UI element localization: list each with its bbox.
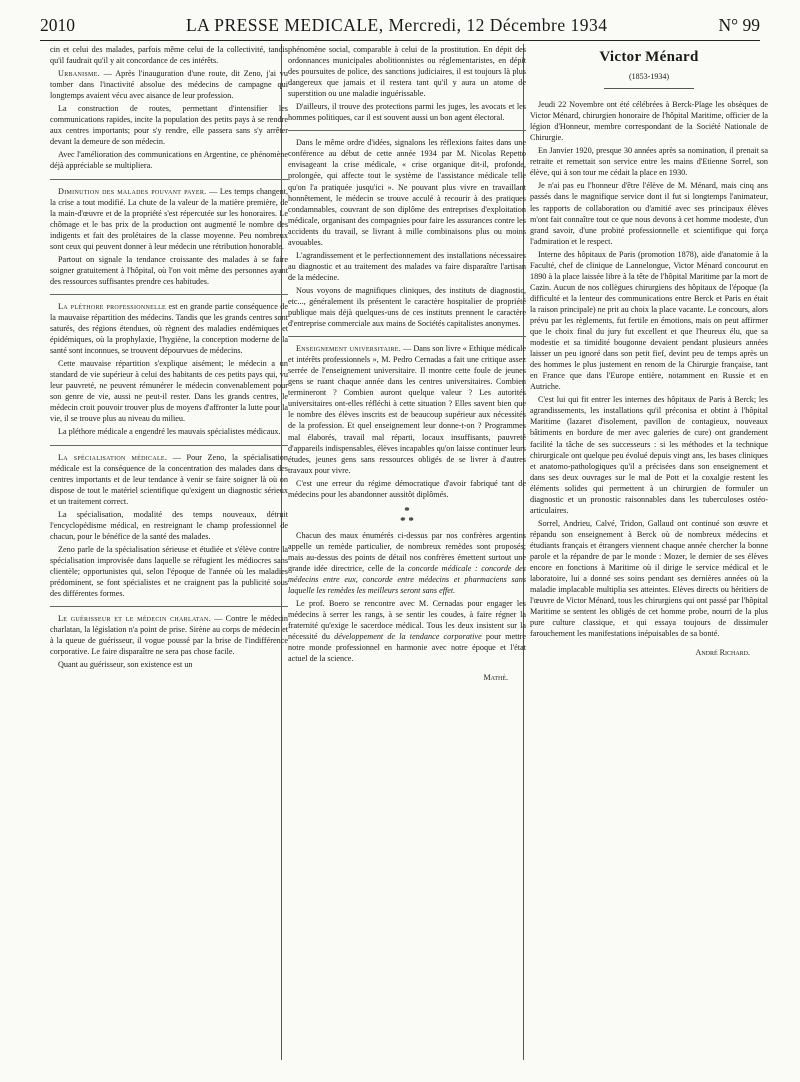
page-header	[40, 10, 760, 40]
paragraph: D'ailleurs, il trouve des protections parmi les juges, les avocats et les hommes politiques, car il est souvent aussi un bon agent électoral.	[288, 102, 526, 123]
divider	[50, 606, 288, 607]
section-diminution	[50, 186, 288, 252]
section-text: — Après l'inauguration d'une route, dit Zeno, j'ai vu tomber dans l'inactivité absolue des médecins de campagne qui longtemps avaient vécu avec aisance de leur profession.	[50, 69, 288, 101]
section-plethore	[50, 301, 288, 356]
paragraph: phénomène social, comparable à celui de la prostitution. En dépit des ordonnances municipales abolitionnistes ou réglementaristes, en dépit des poursuites de police, des sanctions judiciaires, il est toujours là plus dangereux que jamais et il restera tant qu'il y aura un atome de superstition ou une maladie inguérissable.	[288, 45, 526, 99]
italic-text: concorde médicale : concorde des médecins entre eux, concorde entre médecins et pharmaciens sans laquelle les remèdes les meilleurs seront sans effet.	[288, 563, 526, 596]
divider	[604, 88, 694, 89]
column-1	[50, 44, 288, 1068]
paragraph: La spécialisation, modalité des temps nouveaux, détruit l'encyclopédisme médical, en restreignant le champ professionnel de chacun, pour le bénéfice de la santé des malades.	[50, 509, 288, 541]
section-text: — Contre le médecin charlatan, la législation n'a point de prise. Sirène au corps de médecin et à la queue de guérisseur, il vogue poussé par la brise de l'indifférence corporative. Le faire disparaître ne sera pas chose facile.	[50, 614, 288, 657]
section-heading: La pléthore professionnelle	[58, 301, 167, 311]
section-guerisseur	[50, 613, 288, 657]
text: Le prof. Boero se rencontre avec M. Cernadas pour engager les médecins à serrer les rangs, à se sentir les coudes, à faire régner la fraternité qu'exige le sacerdoce médical. Tous les deux insistent sur la nécessité du	[288, 599, 526, 642]
paragraph: Quant au guérisseur, son existence est un	[58, 660, 193, 670]
paragraph: Partout on signale la tendance croissante des malades à se faire soigner gratuitement à l'hôpital, où l'on voit même des personnes ayant des ressources suffisantes prendre ces habitudes.	[50, 254, 288, 286]
asterism-bottom: * *	[400, 514, 414, 527]
paragraph: C'est une erreur du régime démocratique d'avoir fabriqué tant de médecins pour les abandonner aussitôt diplômés.	[288, 478, 526, 499]
author-signature: Mathé.	[483, 673, 508, 683]
section-heading: Diminution des malades pouvant payer.	[58, 186, 207, 196]
paragraph: Zeno parle de la spécialisation sérieuse et étudiée et s'élève contre la spécialisation improvisée dans laquelle se réfugient les médiocres sans clientèle; opportunistes qui, selon l'époque de l'année où les maladies prédominent, se font spécialistes et ne craignent pas la publicité sous des différentes formes.	[50, 544, 288, 599]
paragraph: Dans le même ordre d'idées, signalons les réflexions faites dans une conférence au début de cette année 1934 par M. Nicolas Repetto envisageant la crise médicale, « crise organique dit-il, profonde, prolongée, qui affecte tout le système de l'assistance médicale telle qu'on l'a pratiquée jusqu'ici ». Ne pouvant plus vivre en travaillant honnêtement, le médecin se trouve acculé à recourir à des pratiques condamnables, couvrant de son diplôme des entreprises d'exploitation médicale, organisant des compagnies pour faire les assurances contre les accidents du travail, se livrant à mille combinaisons plus ou moins avouables.	[288, 138, 526, 247]
divider	[288, 130, 526, 131]
section-text: est en grande partie conséquence de la mauvaise répartition des médecins. Tandis que les grands centres sont saturés, des régions étendues, où règnent des maladies endémiques et épidémiques, où la prophylaxie, l'hygiène, la conception moderne de la santé sont inconnues, se trouvent dépourvues de médecins.	[50, 301, 288, 356]
text: pour mettre notre monde professionnel en harmonie avec notre époque et l'état actuel de la science.	[288, 632, 526, 664]
section-heading: Enseignement universitaire.	[296, 344, 402, 354]
paragraph: En Janvier 1920, presque 30 années après sa nomination, il prenait sa retraite et remettait son service entre les mains d'Etienne Sorrel, son élève, qui à son tour me cédait la place en 1930.	[530, 146, 768, 178]
column-3	[530, 44, 768, 1076]
paragraph: L'agrandissement et le perfectionnement des installations nécessaires au diagnostic et au traitement des malades va faire disparaître l'artisan de la médecine.	[288, 250, 526, 282]
section-heading: Urbanisme.	[58, 69, 100, 79]
asterism-top: *	[404, 504, 410, 517]
header-rule	[40, 40, 760, 41]
section-heading: Le guérisseur et le médecin charlatan.	[58, 614, 212, 624]
section-urbanisme	[50, 68, 288, 101]
section-text: — Les temps changent, la crise a tout modifié. La chute de la valeur de la matière première, de la main-d'œuvre et de la propriété s'est répercutée sur les honoraires. Le chômage et le bas prix de la production ont augmenté le nombre des indigents et fait des prolétaires de la classe moyenne. Peu nombreux sont ceux qui peuvent donner à leur médecin une rétribution honorable.	[50, 186, 288, 251]
section-enseignement	[288, 343, 526, 476]
section-text: — Dans son livre « Ethique médicale et intérêts professionnels », M. Pedro Cernadas a fait une critique assez serrée de l'enseignement universitaire. Il montre cette foule de jeunes gens se ruant chaque année dans les centres universitaires. Combien termineront ? Combien auront quelque valeur ? Les autorités universitaires ont-elles réfléchi à cette situation ? Elles savent bien que le nombre des élèves inscrits est de beaucoup supérieur aux nécessités de la profession. Et quel enseignement leur donne-t-on ? Programmes mal élaborés, travail mal réparti, locaux insuffisants, pauvreté d'appareils indispensables, élèves incapables qu'on laisse continuer leurs études, jeunes gens sans ressources obligés de se livrer à d'autres travaux pour vivre.	[288, 344, 526, 475]
issue-number: N° 99	[718, 14, 760, 35]
section-specialisation	[50, 452, 288, 507]
paragraph: Interne des hôpitaux de Paris (promotion 1878), aide d'anatomie à la Faculté, chef de clinique de Lannelongue, Victor Ménard concourut en 1890 à la place laissée libre à la tête de l'hôpital Maritime par la mort de Cazin. Aucun de nos collègues chirurgiens des hôpitaux de l'époque (la difficulté et la lenteur des communications entre Berck et Paris en était la raison principale) ne prit au choix la place vacante. Le concours, alors prévu par les règlements, fut fertile en émotions, mais on peut affirmer que le choix final du jury fut excellent et que l'heureux élu, que sa modestie et sa timidité bougonne devaient pendant plusieurs années laisser un peu ignoré dans son petit fief, devint peu de temps après un des hommes le plus justement en renom de la Chirurgie française, tant en France que dans l'Europe entière, notamment en Russie et en Autriche.	[530, 249, 768, 392]
asterism	[288, 506, 526, 526]
paragraph: Je n'ai pas eu l'honneur d'être l'élève de M. Ménard, mais cinq ans passés dans le magnifique service dont il fut si longtemps l'animateur, les rapports de collaboration ou d'amitié avec ses principaux élèves m'ont fait connaître tout ce que nous devons à cet homme modeste, d'un grand savoir, d'une probité professionnelle et scientifique qui força l'admiration et le respect.	[530, 181, 768, 246]
divider	[288, 336, 526, 337]
paragraph: C'est lui qui fit entrer les internes des hôpitaux de Paris à Berck; les agrandissements, les installations qu'il préconisa et obtint à l'hôpital Maritime (lazaret d'isolement, pavillon de contagieux, nouveaux bâtiments en bordure de mer avec galeries de cure) ont grandement facilité la tâche de ses successeurs : si les méthodes et la technique chirurgicale ont quelque peu évolué depuis vingt ans, les bases cliniques et anatomo-pathologiques qu'il a précisées dans son enseignement et dans ses deux ouvrages sur le mal de Pott et la coxalgie restent les éléments solides qui permettent à un chirurgien de formuler un diagnostic et un pronostic raisonnables dans les tuberculoses ostéo-articulaires.	[530, 395, 768, 515]
obituary-dates: (1853-1934)	[629, 72, 669, 82]
paragraph: Avec l'amélioration des communications en Argentine, ce phénomène déjà appréciable se multipliera.	[50, 150, 288, 171]
journal-title: LA PRESSE MEDICALE, Mercredi, 12 Décembre 1934	[185, 14, 608, 35]
paragraph: La construction de routes, permettant d'intensifier les communications rapides, incite la population des petits pays à se rendre aux centres importants; pour s'y rendre, elle passera sans s'y arrêter devant la demeure de son médecin.	[50, 104, 288, 147]
section-heading: La spécialisation médicale.	[58, 452, 168, 462]
paragraph: Sorrel, Andrieu, Calvé, Tridon, Gallaud ont continué son œuvre et répandu son enseignement à Berck où de nombreux médecins et étudiants français et étrangers viennent chaque année chercher la bonne parole et la répandre de par le monde : Mozer, le dernier de ses élèves encore en fonctions à Maritime où il dirige le service médical et le laboratoire, lui a donné ses soins pendant ses dernières années où la maladie implacable multiplia ses atteintes. Elèves directs ou héritiers de l'œuvre de Victor Ménard, tous les chirurgiens qui ont passé par l'hôpital Maritime se sentent les obligés de cet homme probe, nourri de la plus pure culture classique, et qui essaya toujours de dissimuler farouchement les manifestations inépuisables de sa bonté.	[530, 518, 768, 639]
paragraph-concorde	[288, 530, 526, 596]
author-signature: André Richard.	[695, 648, 750, 658]
page-number: 2010	[40, 14, 75, 35]
section-text: — Pour Zeno, la spécialisation médicale est la conséquence de la concentration des malades dans des centres importants et de leur tendance à venir se faire soigner là où on dispose de tout le matériel scientifique qu'exigent un diagnostic sérieux et un traitement correct.	[50, 452, 288, 506]
paragraph: La pléthore médicale a engendré les mauvais spécialistes médicaux.	[58, 427, 281, 437]
text: Chacun des maux énumérés ci-dessus par nos confrères argentins appelle un remède particulier, de nombreux remèdes sont proposés; mais au-dessus des points de détail nos confrères émettent surtout une grande idée directrice, celle de la	[288, 530, 526, 573]
divider	[50, 294, 288, 295]
paragraph: Nous voyons de magnifiques cliniques, des instituts de diagnostic, etc..., généralement ils présentent le caractère hospitalier de propriété publique mais déjà quelques-uns de ces instituts prennent le caractère d'entreprise commerciale aux mains de Sociétés capitalistes anonymes.	[288, 285, 526, 329]
divider	[50, 445, 288, 446]
paragraph: Cette mauvaise répartition s'explique aisément; le médecin a un standard de vie supérieur à celui des habitants de ces petits pays qui, vu leur pauvreté, ne peuvent rémunérer le médecin convenablement pour son genre de vie, aussi ne peut-il rester. Dans les grands centres, le médecin croit pouvoir trouver plus de moyens d'affronter la lutte pour la vie, il se trouve plus au niveau du milieu.	[50, 359, 288, 424]
paragraph-boero	[288, 598, 526, 664]
divider	[50, 179, 288, 180]
paragraph: Jeudi 22 Novembre ont été célébrées à Berck-Plage les obsèques de Victor Ménard, chirurgien honoraire de l'hôpital Maritime, officier de la légion d'Honneur, membre correspondant de la Société Nationale de Chirurgie.	[530, 100, 768, 143]
column-2	[288, 44, 526, 1076]
italic-text: développement de la tendance corporative	[334, 632, 482, 642]
paragraph: cin et celui des malades, parfois même celui de la collectivité, tandis qu'il faudrait qu'il y ait concordance de ces intérêts.	[50, 45, 288, 66]
obituary-title: Victor Ménard	[599, 49, 699, 65]
